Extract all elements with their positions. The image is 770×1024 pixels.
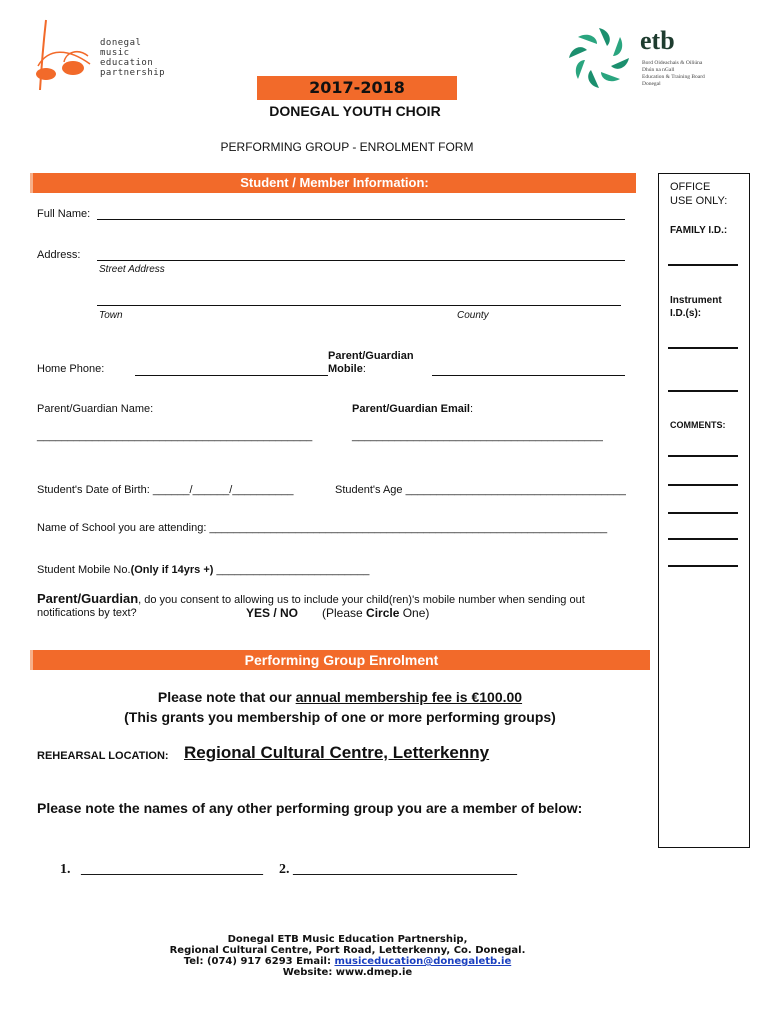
age-field[interactable]: Student's Age ____________________________________: [335, 484, 626, 496]
consent-text: Parent/Guardian, do you consent to allowing us to include your child(ren)'s mobile number when sending out: [37, 591, 585, 606]
form-title: PERFORMING GROUP - ENROLMENT FORM: [220, 140, 474, 154]
circle-instruction: (Please Circle One): [322, 606, 430, 620]
home-phone-field[interactable]: [135, 375, 328, 376]
year-text: 2017-2018: [309, 78, 405, 97]
dmep-logo: [28, 18, 98, 93]
town-caption: Town: [99, 310, 123, 321]
year-banner: [257, 76, 457, 100]
student-mobile-field[interactable]: Student Mobile No.(Only if 14yrs +) _________________________: [37, 564, 370, 576]
student-section-header: Student / Member Information:: [30, 173, 636, 193]
etb-logo: [565, 24, 633, 92]
footer-website: Website: www.dmep.ie: [282, 967, 413, 978]
instrument-id-field-2[interactable]: [668, 390, 738, 392]
membership-fee-note: Please note that our annual membership fee is €100.00: [157, 689, 523, 705]
yes-no-choice[interactable]: YES / NO: [246, 606, 299, 620]
comments-line-2[interactable]: [668, 484, 738, 486]
county-caption: County: [457, 310, 489, 321]
membership-grants-note: (This grants you membership of one or more performing groups): [124, 709, 556, 725]
comments-line-4[interactable]: [668, 538, 738, 540]
footer-address-2: Regional Cultural Centre, Port Road, Letterkenny, Co. Donegal.: [169, 945, 526, 956]
home-phone-label: Home Phone:: [37, 363, 105, 375]
rehearsal-location-value: Regional Cultural Centre, Letterkenny: [184, 743, 490, 762]
other-groups-note: Please note the names of any other performing group you are a member of below:: [37, 800, 583, 816]
guardian-mobile-field[interactable]: [432, 375, 625, 376]
town-county-field[interactable]: [97, 305, 621, 306]
dob-field[interactable]: Student's Date of Birth: ______/______/__________: [37, 484, 294, 496]
street-address-field[interactable]: [97, 260, 625, 261]
dmep-logo-text: donegal music education partnership: [100, 38, 166, 78]
guardian-name-label: Parent/Guardian Name:: [37, 403, 154, 415]
full-name-field[interactable]: [97, 219, 625, 220]
footer-contact: Tel: (074) 917 6293 Email: musiceducation@donegaletb.ie: [183, 956, 512, 967]
guardian-email-label: Parent/Guardian Email:: [352, 403, 474, 415]
etb-subtitle: Bord Oideachais & Oiliúna Dhún na nGall Education & Training Board Donegal: [642, 60, 705, 87]
etb-title: etb: [640, 26, 675, 55]
other-group-2[interactable]: 2. ________________________________: [279, 862, 517, 877]
rehearsal-location-label: REHEARSAL LOCATION:: [37, 750, 169, 762]
guardian-mobile-label: Parent/Guardian Mobile:: [328, 350, 414, 375]
office-title: OFFICE USE ONLY:: [670, 181, 728, 207]
comments-line-3[interactable]: [668, 512, 738, 514]
address-label: Address:: [37, 249, 81, 261]
etb-swirl-icon: [565, 24, 633, 92]
comments-line-5[interactable]: [668, 565, 738, 567]
instrument-id-label: Instrument I.D.(s):: [670, 295, 722, 319]
comments-line-1[interactable]: [668, 455, 738, 457]
office-use-box: [658, 173, 750, 848]
comments-label: COMMENTS:: [670, 420, 726, 430]
enrolment-section-header: Performing Group Enrolment: [30, 650, 650, 670]
street-caption: Street Address: [99, 264, 165, 275]
guardian-email-field[interactable]: _________________________________________: [352, 430, 603, 442]
choir-title: DONEGAL YOUTH CHOIR: [269, 103, 441, 119]
dmep-logo-icon: [28, 18, 98, 93]
other-group-1[interactable]: 1. __________________________: [60, 862, 263, 877]
footer-email-link[interactable]: musiceducation@donegaletb.ie: [334, 956, 512, 967]
instrument-id-field-1[interactable]: [668, 347, 738, 349]
footer-address-1: Donegal ETB Music Education Partnership,: [227, 934, 468, 945]
family-id-label: FAMILY I.D.:: [670, 225, 728, 236]
consent-question: notifications by text?: [37, 607, 137, 619]
guardian-name-field[interactable]: _____________________________________________: [37, 430, 313, 442]
family-id-field[interactable]: [668, 264, 738, 266]
full-name-label: Full Name:: [37, 208, 91, 220]
school-field[interactable]: Name of School you are attending: _________________________________________________________________: [37, 522, 608, 534]
